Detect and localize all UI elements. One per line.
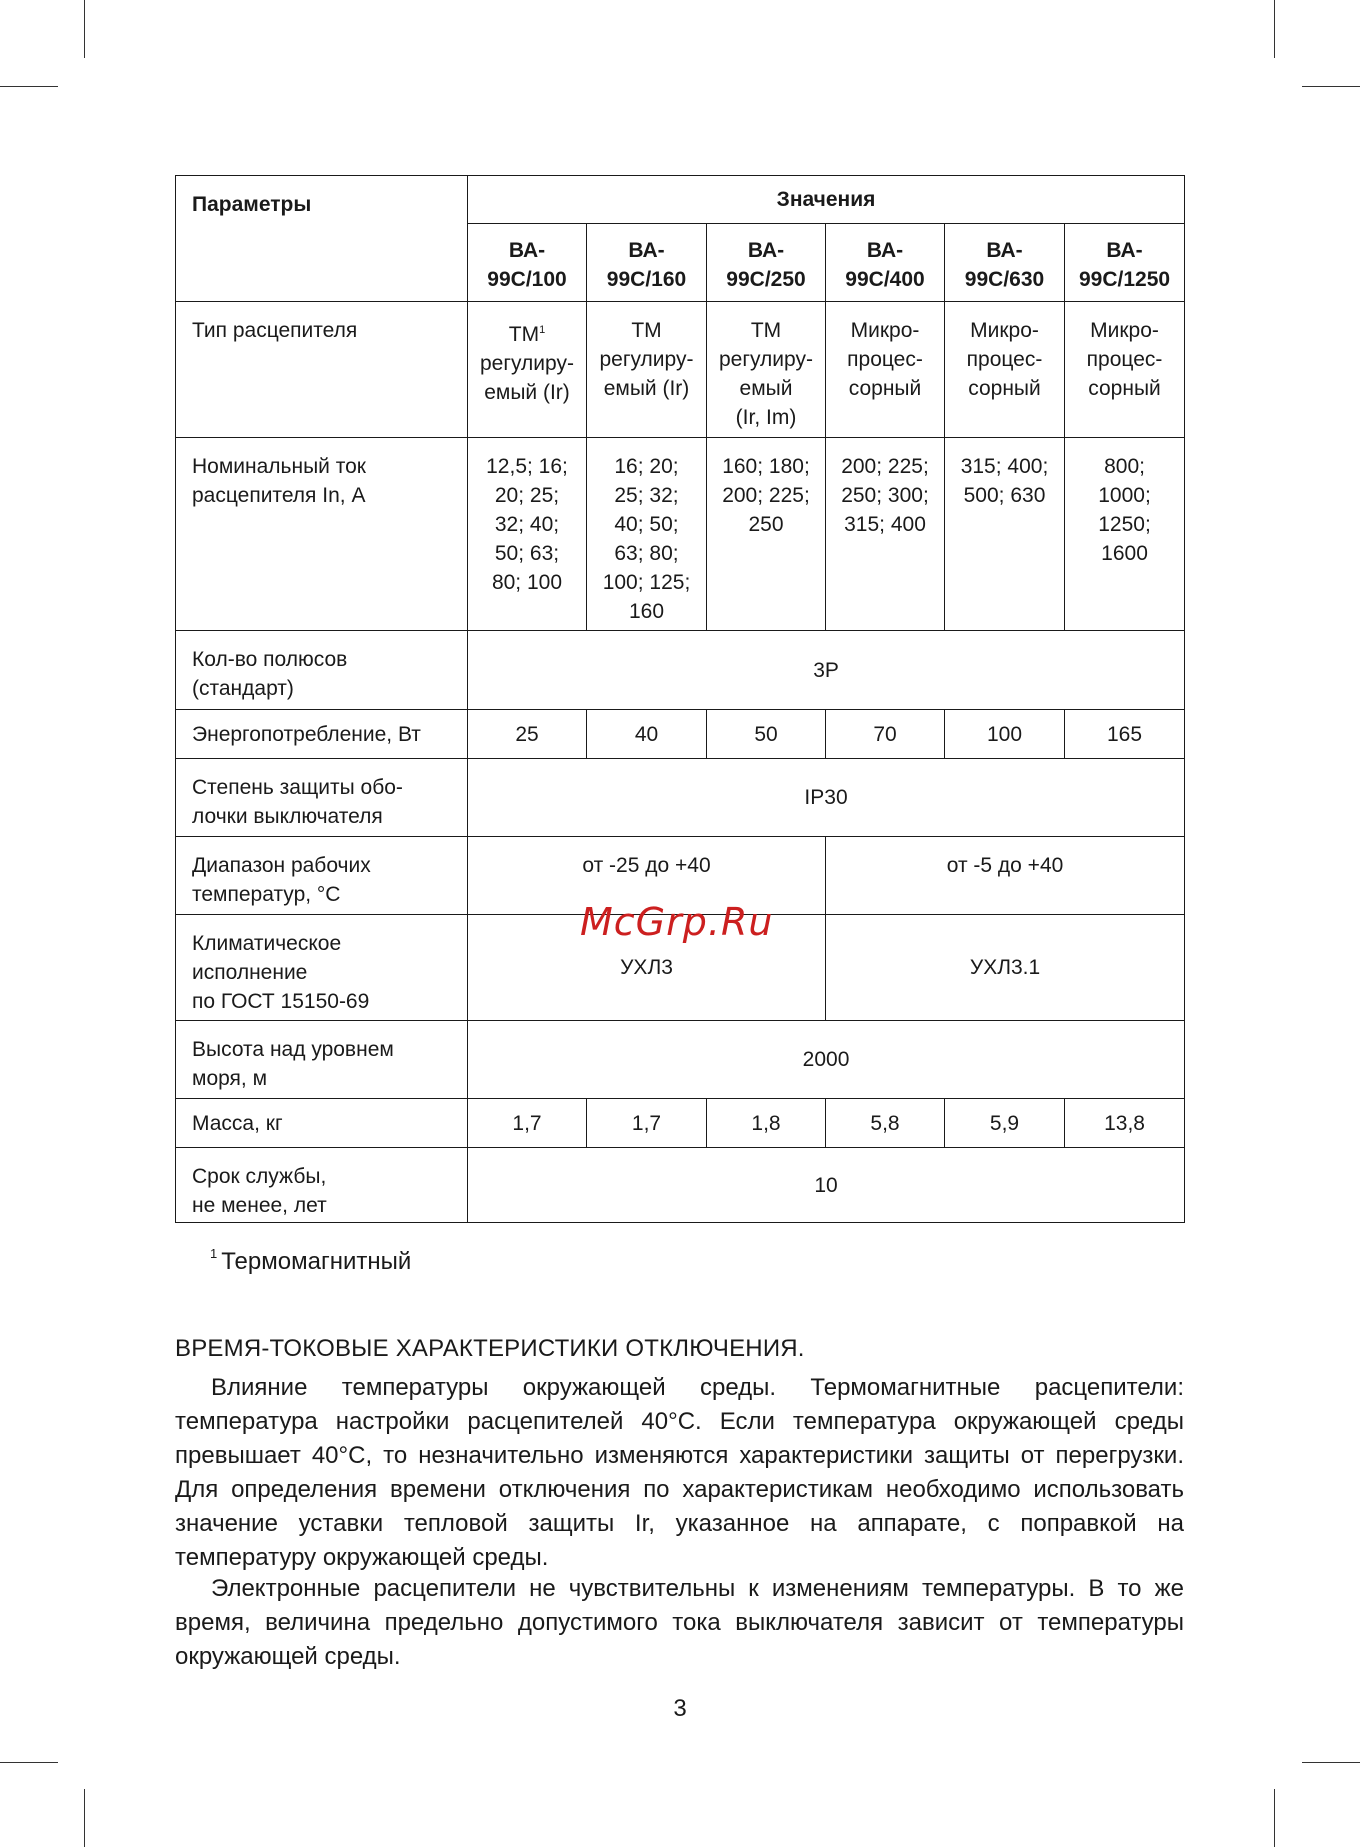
page-number: 3 — [673, 1695, 687, 1722]
paragraph-2: Электронные расцепители не чувствительны к изменениям температуры. В то же время, величина предельно допустимого тока выключателя зависит от температуры окружающей среды. — [175, 1575, 1184, 1670]
altitude-label: Высота над уровнем моря, м — [176, 1021, 468, 1099]
model-header: ВА- 99С/250 — [707, 224, 826, 302]
trip-type-value: ТМ регулиру- емый (Ir, Im) — [707, 302, 826, 438]
protection-value: IP30 — [468, 759, 1185, 837]
trip-type-value: ТМ регулиру- емый (Ir) — [587, 302, 707, 438]
values-header: Значения — [468, 176, 1185, 224]
rated-current-row — [176, 438, 1185, 631]
trip-type-value: Микро- процес- сорный — [826, 302, 945, 438]
rated-current-value: 12,5; 16; 20; 25; 32; 40; 50; 63; 80; 100 — [468, 438, 587, 631]
mass-value: 5,9 — [945, 1099, 1065, 1148]
specification-table — [175, 175, 1185, 1223]
power-row — [176, 710, 1185, 759]
model-header: ВА- 99С/100 — [468, 224, 587, 302]
model-header: ВА- 99С/1250 — [1065, 224, 1185, 302]
altitude-row — [176, 1021, 1185, 1099]
service-life-value: 10 — [468, 1148, 1185, 1223]
mass-value: 5,8 — [826, 1099, 945, 1148]
temp-range-label: Диапазон рабочих температур, °С — [176, 837, 468, 915]
power-value: 25 — [468, 710, 587, 759]
header-row — [176, 176, 1185, 224]
watermark: McGrp.Ru — [580, 900, 774, 944]
crop-mark-bottom-left-h — [0, 1762, 58, 1763]
trip-type-value: $ТМ^1$ регулиру- емый (Ir) — [468, 302, 587, 438]
climate-value-a: УХЛ3 — [468, 915, 826, 1021]
altitude-value: 2000 — [468, 1021, 1185, 1099]
mass-value: 13,8 — [1065, 1099, 1185, 1148]
poles-row — [176, 631, 1185, 710]
power-value: 165 — [1065, 710, 1185, 759]
crop-mark-top-left-h — [0, 86, 58, 87]
rated-current-value: 200; 225; 250; 300; 315; 400 — [826, 438, 945, 631]
model-header: ВА- 99С/160 — [587, 224, 707, 302]
mass-label: Масса, кг — [176, 1099, 468, 1148]
section-heading: ВРЕМЯ-ТОКОВЫЕ ХАРАКТЕРИСТИКИ ОТКЛЮЧЕНИЯ. — [175, 1335, 805, 1362]
power-value: 70 — [826, 710, 945, 759]
power-label: Энергопотребление, Вт — [176, 710, 468, 759]
mass-value: 1,7 — [587, 1099, 707, 1148]
service-life-row — [176, 1148, 1185, 1223]
temp-range-value-a: от -25 до +40 — [468, 837, 826, 915]
crop-mark-bottom-right-h — [1302, 1762, 1360, 1763]
crop-mark-bottom-left-v — [84, 1789, 85, 1847]
mass-value: 1,8 — [707, 1099, 826, 1148]
footnote — [210, 1246, 411, 1276]
crop-mark-top-right-v — [1274, 0, 1275, 58]
rated-current-value: 315; 400; 500; 630 — [945, 438, 1065, 631]
mass-value: 1,7 — [468, 1099, 587, 1148]
model-header: ВА- 99С/400 — [826, 224, 945, 302]
rated-current-value: 16; 20; 25; 32; 40; 50; 63; 80; 100; 125; 160 — [587, 438, 707, 631]
poles-label: Кол-во полюсов (стандарт) — [176, 631, 468, 710]
power-value: 100 — [945, 710, 1065, 759]
rated-current-label: Номинальный ток расцепителя In, А — [176, 438, 468, 631]
crop-mark-bottom-right-v — [1274, 1789, 1275, 1847]
crop-mark-top-left-v — [84, 0, 85, 58]
parameters-header: Параметры — [176, 176, 468, 302]
rated-current-value: 160; 180; 200; 225; 250 — [707, 438, 826, 631]
trip-type-value: Микро- процес- сорный — [1065, 302, 1185, 438]
mass-row — [176, 1099, 1185, 1148]
service-life-label: Срок службы, не менее, лет — [176, 1148, 468, 1223]
paragraph-1: Влияние температуры окружающей среды. Термомагнитные расцепители: температура настройки расцепителей 40°С. Если температура окружающей среды превышает 40°С, то незначительно изменяются характеристики защиты от перегрузки. Для определения времени отключения по характеристикам необходимо использовать значение уставки тепловой защиты Ir, указанное на аппарате, с поправкой на температуру окружающей среды. — [175, 1374, 1184, 1571]
trip-type-value: Микро- процес- сорный — [945, 302, 1065, 438]
crop-mark-top-right-h — [1302, 86, 1360, 87]
temp-range-value-b: от -5 до +40 — [826, 837, 1185, 915]
model-header: ВА- 99С/630 — [945, 224, 1065, 302]
protection-row — [176, 759, 1185, 837]
climate-value-b: УХЛ3.1 — [826, 915, 1185, 1021]
protection-label: Степень защиты обо- лочки выключателя — [176, 759, 468, 837]
footnote-text: Термомагнитный — [221, 1248, 412, 1275]
trip-type-label: Тип расцепителя — [176, 302, 468, 438]
rated-current-value: 800; 1000; 1250; 1600 — [1065, 438, 1185, 631]
trip-type-row — [176, 302, 1185, 438]
power-value: 40 — [587, 710, 707, 759]
climate-label: Климатическое исполнение по ГОСТ 15150-69 — [176, 915, 468, 1021]
poles-value: 3P — [468, 631, 1185, 710]
power-value: 50 — [707, 710, 826, 759]
footnote-mark: 1 — [210, 1246, 218, 1261]
